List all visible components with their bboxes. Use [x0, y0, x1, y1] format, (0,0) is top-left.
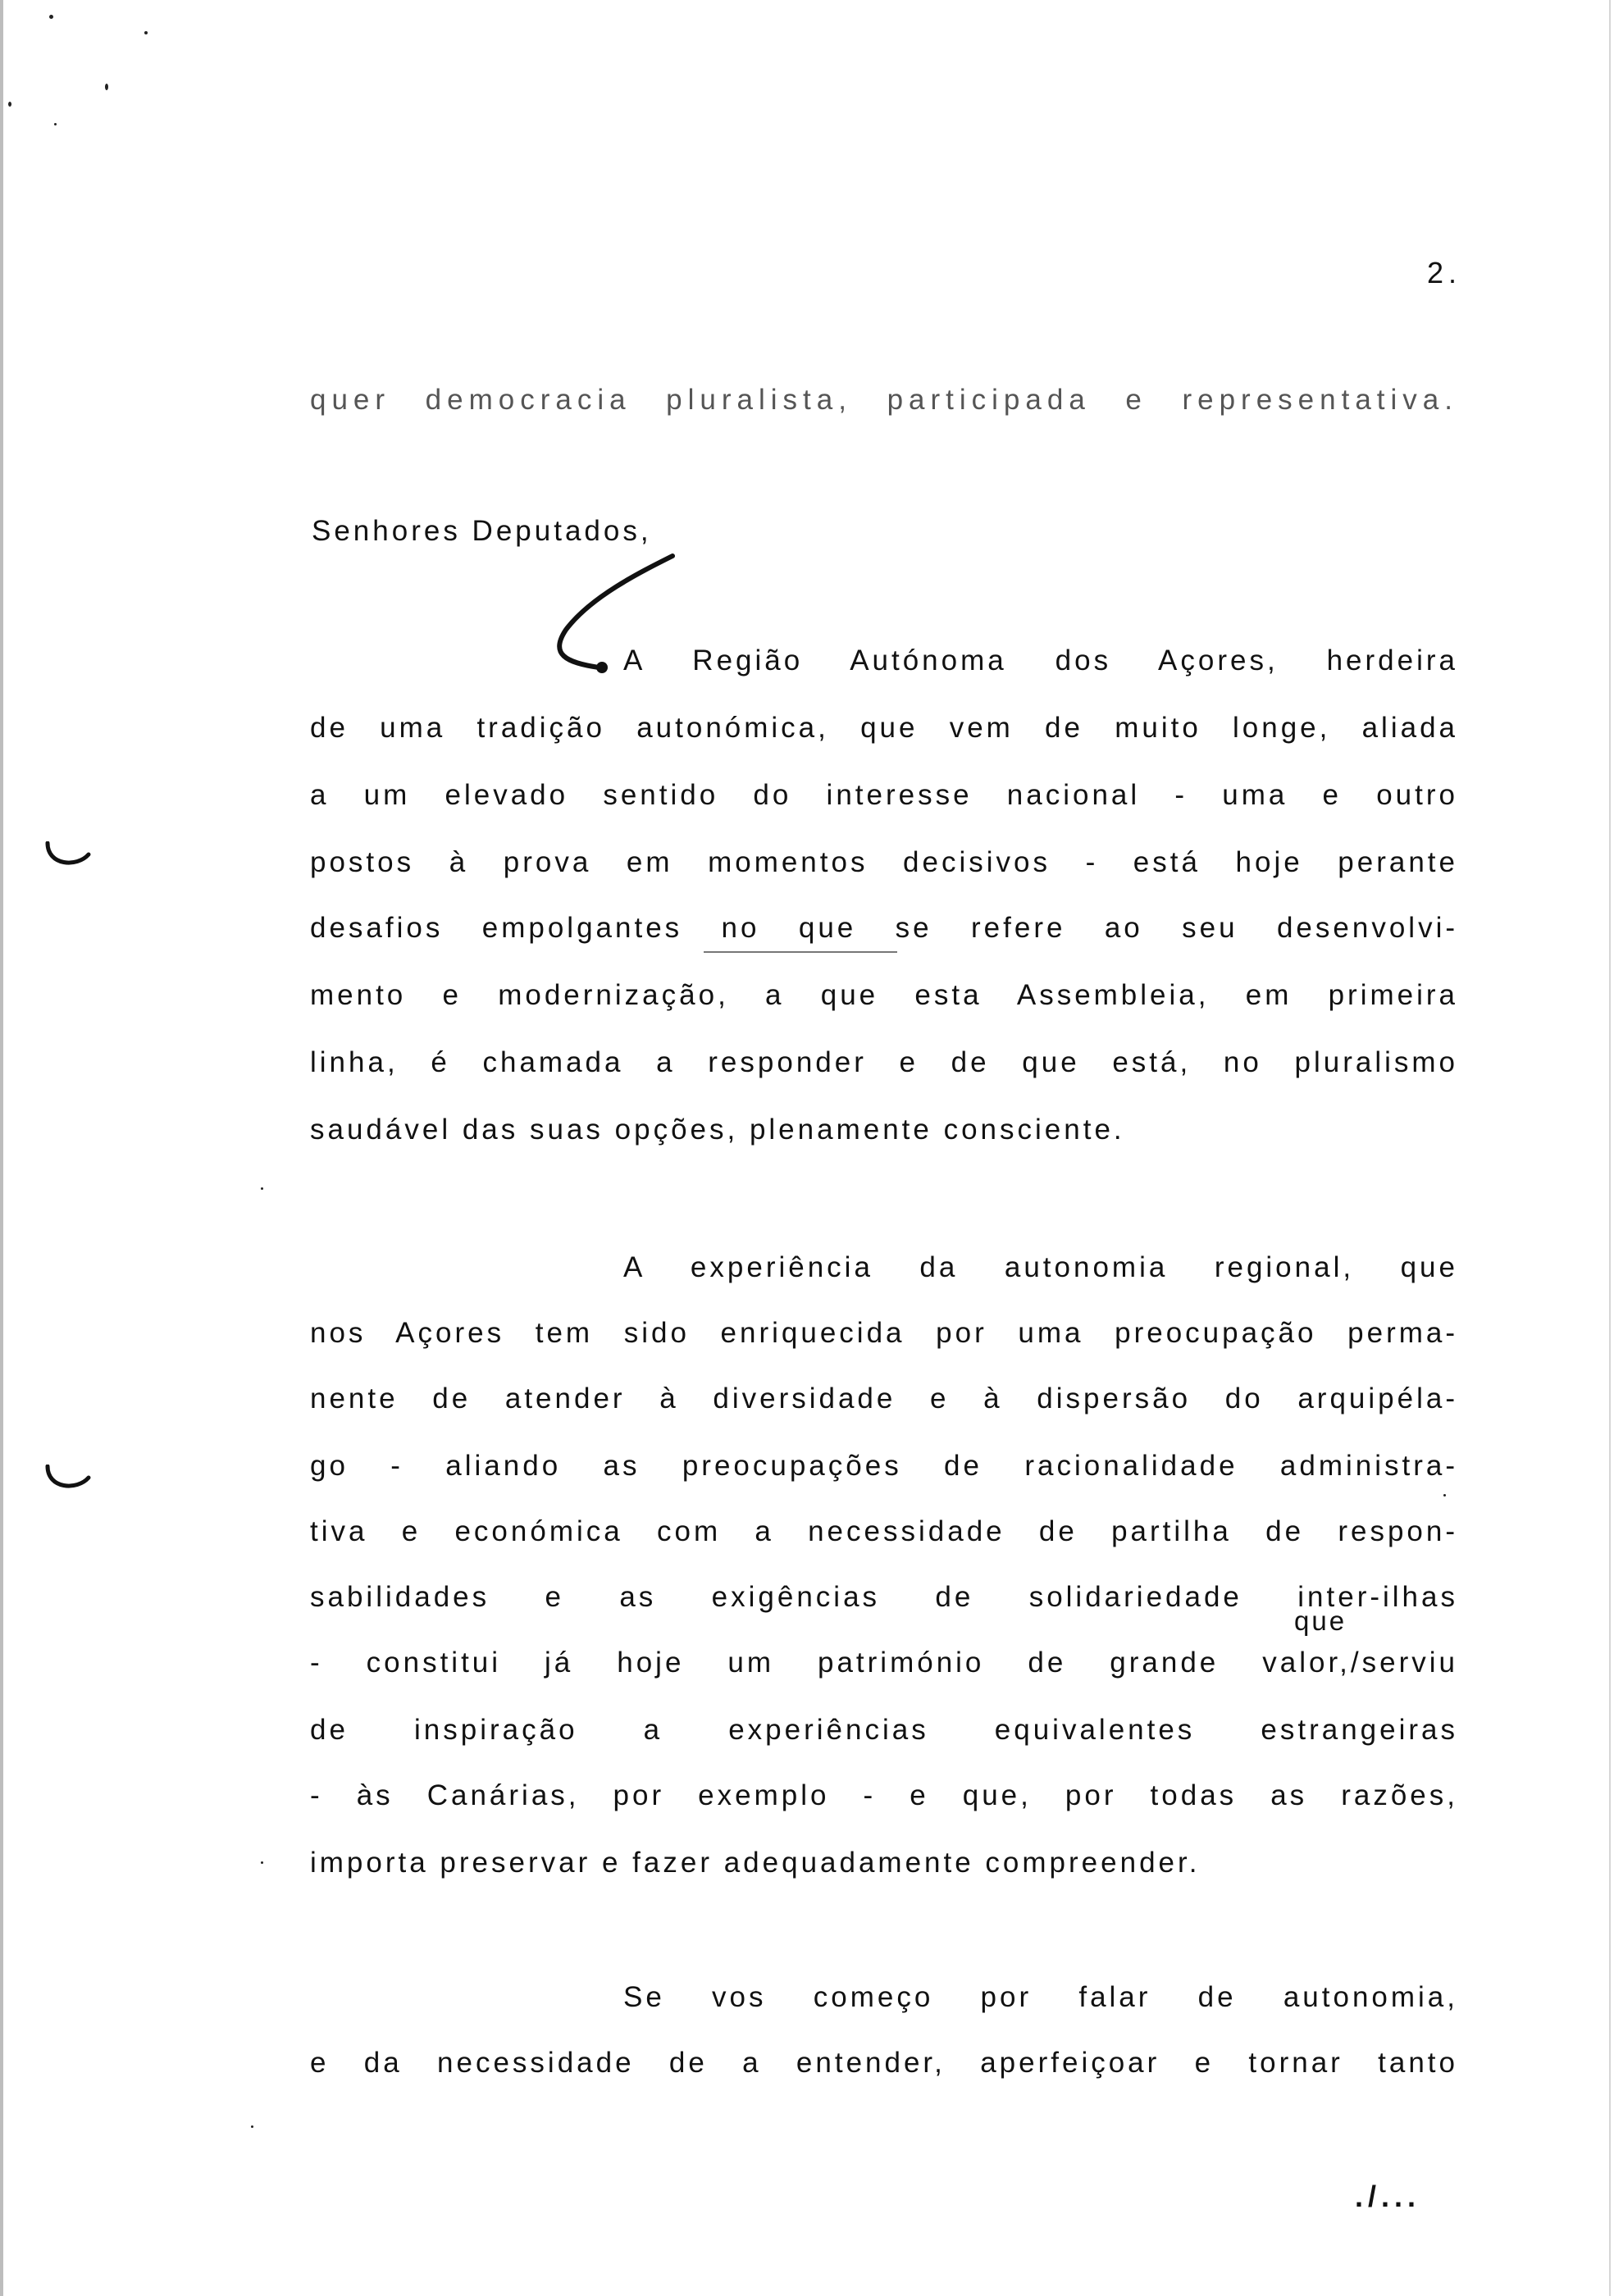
paragraph-2-line: tiva e económica com a necessidade de partilha de respon- — [310, 1515, 1458, 1547]
scan-right-edge — [1609, 0, 1611, 2296]
paragraph-1-line: saudável das suas opções, plenamente consciente. — [310, 1114, 1125, 1146]
margin-hook-mark — [44, 841, 92, 868]
page-number: 2. — [1427, 256, 1462, 289]
paragraph-2-line: - constitui já hoje um património de grande valor,/serviu — [310, 1647, 1458, 1679]
paragraph-3-line: Se vos começo por falar de autonomia, — [623, 1981, 1458, 2013]
scan-speck — [105, 84, 108, 90]
paragraph-1-line: de uma tradição autonómica, que vem de muito longe, aliada — [310, 712, 1458, 744]
paragraph-2-line: A experiência da autonomia regional, que — [623, 1251, 1458, 1283]
paragraph-2-line: nos Açores tem sido enriquecida por uma preocupação perma- — [310, 1317, 1458, 1349]
salutation: Senhores Deputados, — [312, 515, 652, 547]
paragraph-2-line: go - aliando as preocupações de racionalidade administra- — [310, 1450, 1458, 1482]
scan-speck — [144, 31, 148, 34]
paragraph-2-line: sabilidades e as exigências de solidariedade inter-ilhas — [310, 1581, 1458, 1613]
paragraph-3-line: e da necessidade de a entender, aperfeiçoar e tornar tanto — [310, 2047, 1458, 2079]
handwritten-insert: que — [1294, 1606, 1347, 1636]
scan-speck — [251, 2125, 253, 2128]
scan-speck — [261, 1187, 263, 1190]
paragraph-2-line: de inspiração a experiências equivalentes estrangeiras — [310, 1714, 1458, 1746]
scan-speck — [8, 102, 11, 107]
text-line: quer democracia pluralista, participada e representativa. — [310, 384, 1458, 416]
paragraph-1-line: mento e modernização, a que esta Assembleia, em primeira — [310, 979, 1458, 1011]
scan-speck — [54, 123, 57, 125]
paragraph-2-line: - às Canárias, por exemplo - e que, por todas as razões, — [310, 1779, 1458, 1811]
scan-left-edge — [0, 0, 3, 2296]
paragraph-1-line: desafios empolgantes no que se refere ao seu desenvolvi- — [310, 912, 1458, 944]
paragraph-1-line: postos à prova em momentos decisivos - está hoje perante — [310, 846, 1458, 878]
scan-speck — [261, 1861, 263, 1864]
continuation-marker: ./... — [1355, 2180, 1421, 2213]
paragraph-2-line: nente de atender à diversidade e à dispersão do arquipéla- — [310, 1383, 1458, 1414]
margin-hook-mark — [44, 1465, 92, 1491]
paragraph-1-line: A Região Autónoma dos Açores, herdeira — [623, 645, 1458, 676]
scan-speck — [49, 15, 53, 19]
paragraph-2-line: importa preservar e fazer adequadamente compreender. — [310, 1847, 1201, 1879]
handwritten-underline — [704, 951, 897, 953]
paragraph-1-line: linha, é chamada a responder e de que está, no pluralismo — [310, 1046, 1458, 1078]
scan-speck — [1443, 1494, 1446, 1496]
paragraph-1-line: a um elevado sentido do interesse nacional - uma e outro — [310, 779, 1458, 811]
